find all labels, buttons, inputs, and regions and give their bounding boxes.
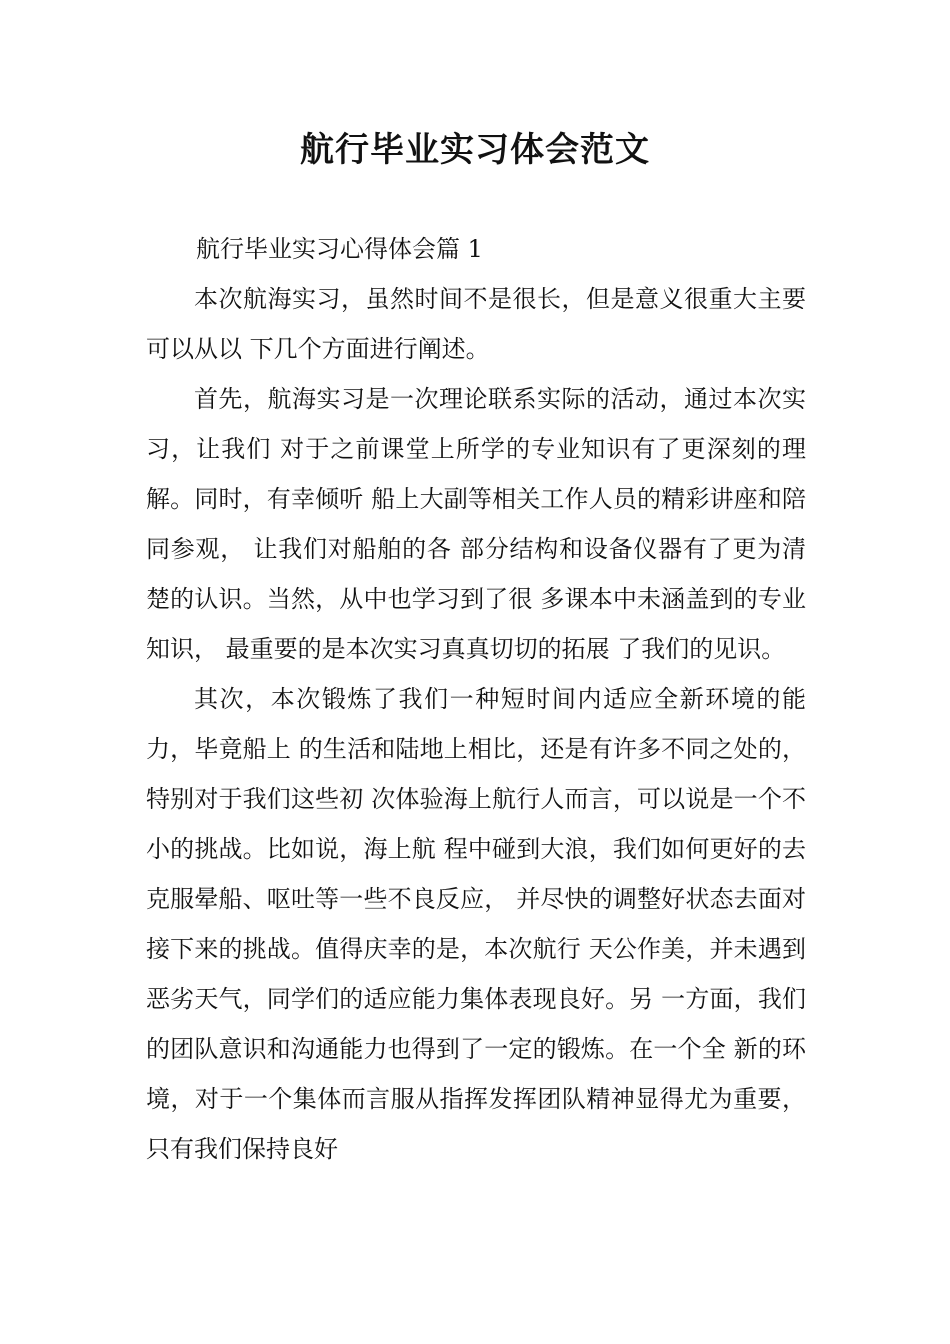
paragraph-3: 其次，本次锻炼了我们一种短时间内适应全新环境的能力，毕竟船上 的生活和陆地上相比，还是有许多不同之处的，特别对于我们这些初 次体验海上航行人而言，可以说是一个不小的挑战。比如说，海上航 程中碰到大浪，我们如何更好的去克服晕船、呕吐等一些不良反应， 并尽快的调整好状态去面对接下来的挑战。值得庆幸的是，本次航行 天公作美，并未遇到恶劣天气，同学们的适应能力集体表现良好。另 一方面，我们的团队意识和沟通能力也得到了一定的锻炼。在一个全 新的环境，对于一个集体而言服从指挥发挥团队精神显得尤为重要， 只有我们保持良好	[146, 685, 806, 1163]
document-title: 航行毕业实习体会范文	[300, 130, 650, 170]
section-subheading: 航行毕业实习心得体会篇 1	[196, 235, 483, 263]
paragraph-1: 本次航海实习，虽然时间不是很长，但是意义很重大主要可以从以 下几个方面进行阐述。	[146, 285, 806, 363]
paragraph-2: 首先，航海实习是一次理论联系实际的活动，通过本次实习，让我们 对于之前课堂上所学的专业知识有了更深刻的理解。同时，有幸倾听 船上大副等相关工作人员的精彩讲座和陪同参观， 让我们对船舶的各 部分结构和设备仪器有了更为清楚的认识。当然，从中也学习到了很 多课本中未涵盖到的专业知识， 最重要的是本次实习真真切切的拓展 了我们的见识。	[146, 385, 806, 663]
document-body	[146, 224, 806, 1174]
